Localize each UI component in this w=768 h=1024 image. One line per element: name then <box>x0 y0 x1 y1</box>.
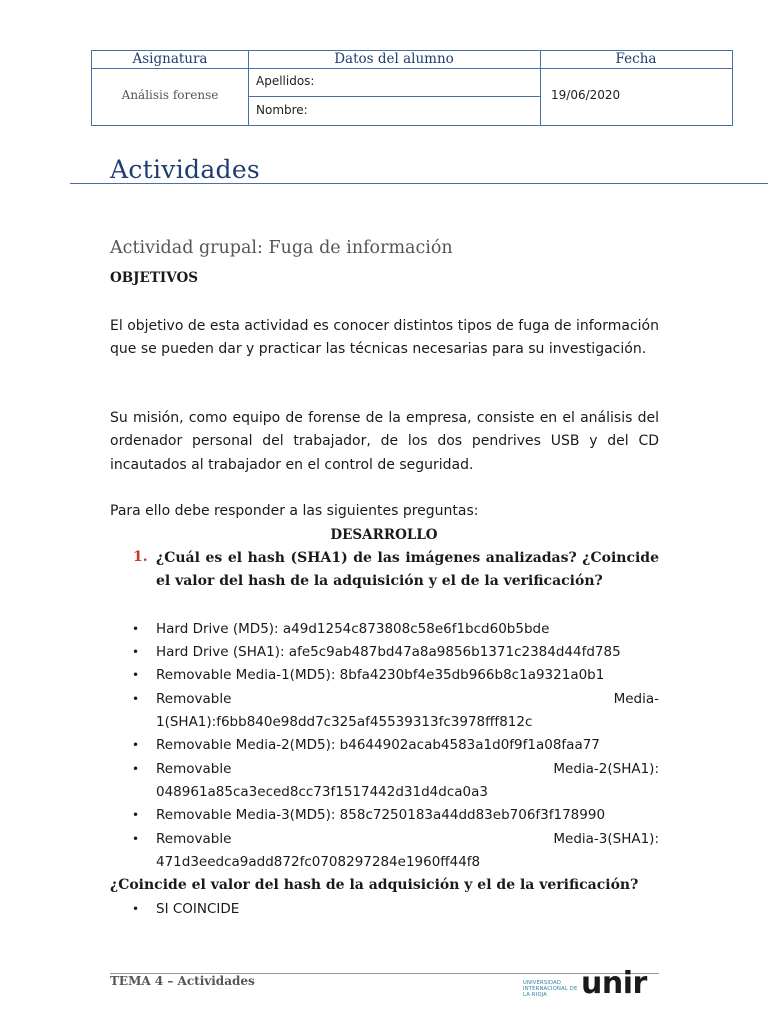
hash-item: Hard Drive (SHA1): afe5c9ab487bd47a8a9856b1371c2384d44fd785 <box>156 644 621 660</box>
question-repeat: ¿Coincide el valor del hash de la adquisición y el de la verificación? <box>110 877 639 893</box>
bullet: • <box>132 645 140 659</box>
hash-item-part: Media- <box>613 691 659 707</box>
hash-item: Hard Drive (MD5): a49d1254c873808c58e6f1bcd60b5bde <box>156 621 550 637</box>
col-student-header: Datos del alumno <box>334 51 454 67</box>
university-logo-text <box>523 980 585 998</box>
development-heading: DESARROLLO <box>330 527 438 543</box>
paragraph-mission: Su misión, como equipo de forense de la empresa, consiste en el análisis del ordenador personal del trabajador, de los dos pendrives USB y del CD incautados al trabajador en el control de seguridad. <box>110 410 659 473</box>
question-1: ¿Cuál es el hash (SHA1) de las imágenes analizadas? ¿Coincide el valor del hash de la adquisición y el de la verificación? <box>156 550 659 590</box>
hash-item-part: Media-3(SHA1): <box>553 831 659 847</box>
subject-value: Análisis forense <box>121 88 219 102</box>
bullet: • <box>132 668 140 682</box>
footer-text <box>110 974 255 988</box>
hash-item: Removable Media-2(MD5): b4644902acab4583a1d0f9f1a08faa77 <box>156 737 600 753</box>
col-date-header: Fecha <box>615 51 657 67</box>
paragraph-questions: Para ello debe responder a las siguientes preguntas: <box>110 503 479 519</box>
answer: SI COINCIDE <box>156 901 240 917</box>
header-table <box>91 50 733 126</box>
hash-item-part: Media-2(SHA1): <box>553 761 659 777</box>
paragraph-objective: El objetivo de esta actividad es conocer distintos tipos de fuga de información que se pueden dar y practicar las técnicas necesarias para su investigación. <box>110 318 659 358</box>
hash-item-line <box>156 758 659 781</box>
footer-label: TEMA 4 – Actividades <box>110 974 255 988</box>
bullet: • <box>132 832 140 846</box>
bullet: • <box>132 808 140 822</box>
page-title: Actividades <box>110 155 261 184</box>
objectives-heading: OBJETIVOS <box>110 270 198 286</box>
bullet: • <box>132 902 140 916</box>
question-number: 1. <box>133 549 148 565</box>
hash-item-part: Removable <box>156 691 232 707</box>
hash-item-cont: 471d3eedca9add872fc0708297284e1960ff44f8 <box>156 854 481 870</box>
activity-subtitle: Actividad grupal: Fuga de información <box>110 238 453 258</box>
hash-item-part: Removable <box>156 831 232 847</box>
date-value: 19/06/2020 <box>551 88 621 102</box>
hash-item-part: Removable <box>156 761 232 777</box>
logo-small-text: UNIVERSIDAD INTERNACIONAL DE LA RIOJA <box>523 980 578 998</box>
bullet: • <box>132 762 140 776</box>
unir-logo: unir <box>581 966 647 1001</box>
surname-label: Apellidos: <box>256 74 315 88</box>
bullet: • <box>132 692 140 706</box>
name-label: Nombre: <box>256 103 308 117</box>
title-rule <box>70 183 768 184</box>
bullet: • <box>132 738 140 752</box>
hash-item-cont: 048961a85ca3eced8cc73f1517442d31d4dca0a3 <box>156 784 488 800</box>
col-subject-header: Asignatura <box>132 51 208 67</box>
hash-item-line <box>156 828 659 851</box>
hash-item-cont: 1(SHA1):f6bb840e98dd7c325af45539313fc3978fff812c <box>156 714 533 730</box>
hash-item: Removable Media-3(MD5): 858c7250183a44dd83eb706f3f178990 <box>156 807 606 823</box>
hash-item: Removable Media-1(MD5): 8bfa4230bf4e35db966b8c1a9321a0b1 <box>156 667 605 683</box>
hash-item-line <box>156 688 659 711</box>
bullet: • <box>132 622 140 636</box>
